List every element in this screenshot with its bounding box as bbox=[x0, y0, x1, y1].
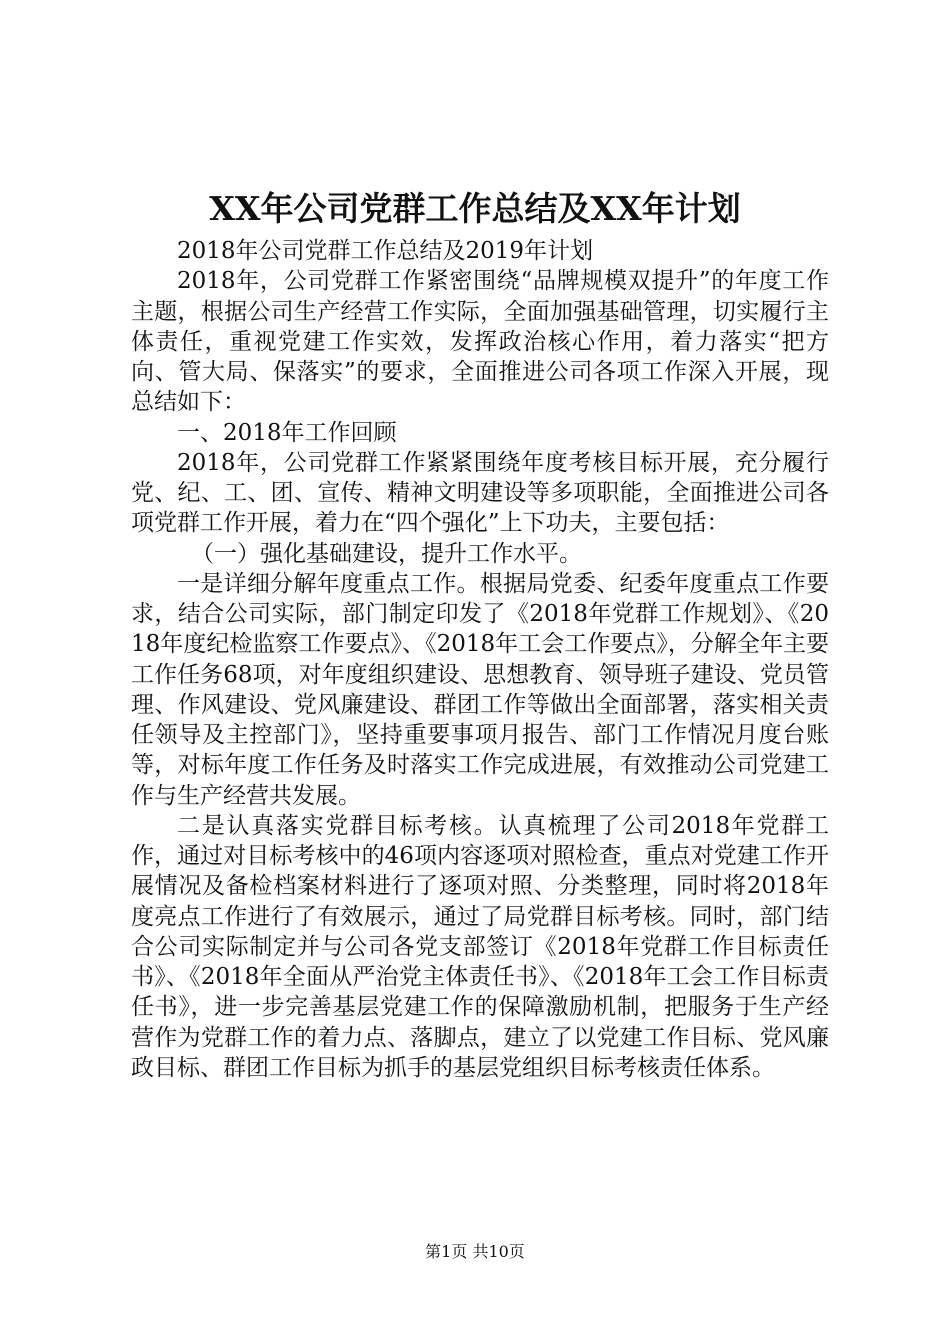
paragraph-key-work: 一是详细分解年度重点工作。根据局党委、纪委年度重点工作要求，结合公司实际，部门制定印发了《2018年党群工作规划》、《2018年度纪检监察工作要点》、《2018年工会工作要点》，分解全年主要工作任务68项，对年度组织建设、思想教育、领导班子建设、党员管理、作风建设、党风廉建设、群团工作等做出全面部署，落实相关责任领导及主控部门》，坚持重要事项月报告、部门工作情况月度台账等，对标年度工作任务及时落实工作完成进展，有效推动公司党建工作与生产经营共发展。 bbox=[131, 570, 829, 809]
paragraph-intro: 2018年，公司党群工作紧密围绕“品牌规模双提升”的年度工作主题，根据公司生产经营工作实际，全面加强基础管理，切实履行主体责任，重视党建工作实效，发挥政治核心作用，着力落实“把方向、管大局、保落实”的要求，全面推进公司各项工作深入开展，现总结如下： bbox=[131, 268, 829, 416]
document-title: XX年公司党群工作总结及XX年计划 bbox=[209, 189, 741, 228]
document-body bbox=[131, 236, 829, 1083]
section-heading-review: 一、2018年工作回顾 bbox=[177, 419, 397, 446]
subsection-heading-basic-construction: （一）强化基础建设，提升工作水平。 bbox=[191, 540, 582, 567]
page-number-footer: 第1页 共10页 bbox=[425, 1242, 525, 1261]
paragraph-subtitle: 2018年公司党群工作总结及2019年计划 bbox=[177, 238, 594, 264]
paragraph-review-summary: 2018年，公司党群工作紧紧围绕年度考核目标开展，充分履行党、纪、工、团、宣传、精神文明建设等多项职能，全面推进公司各项党群工作开展，着力在“四个强化”上下功夫，主要包括： bbox=[131, 449, 829, 537]
paragraph-target-assessment: 二是认真落实党群目标考核。认真梳理了公司2018年党群工作，通过对目标考核中的46项内容逐项对照检查，重点对党建工作开展情况及备检档案材料进行了逐项对照、分类整理，同时将2018年度亮点工作进行了有效展示，通过了局党群目标考核。同时，部门结合公司实际制定并与公司各党支部签订《2018年党群工作目标责任书》、《2018年全面从严治党主体责任书》、《2018年工会工作目标责任书》，进一步完善基层党建工作的保障激励机制，把服务于生产经营作为党群工作的着力点、落脚点，建立了以党建工作目标、党风廉政目标、群团工作目标为抓手的基层党组织目标考核责任体系。 bbox=[131, 812, 829, 1081]
